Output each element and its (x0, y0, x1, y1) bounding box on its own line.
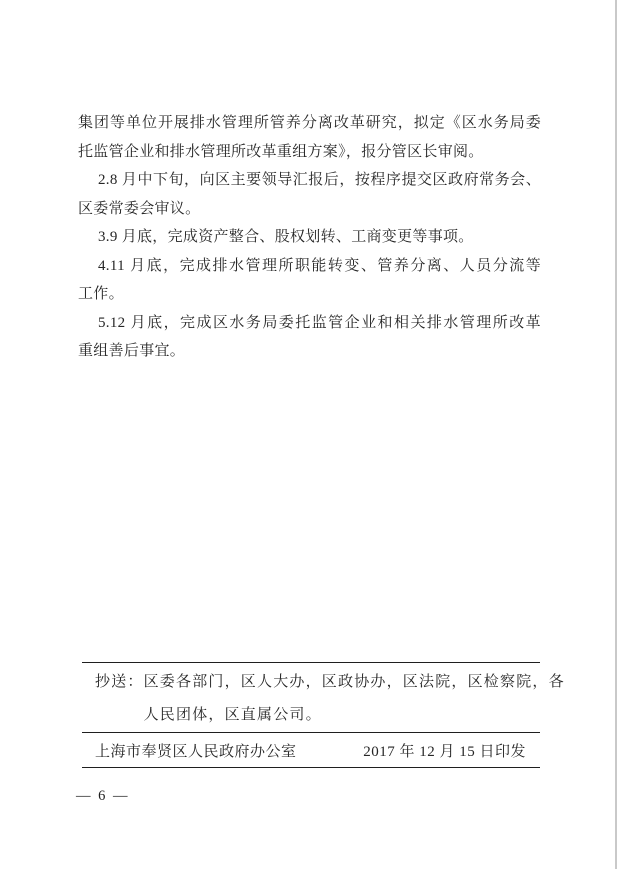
copy-to-label: 抄送： (95, 674, 144, 690)
print-date: 2017 年 12 月 15 日印发 (363, 743, 526, 760)
body-line: 集团等单位开展排水管理所管养分离改革研究，拟定《区水务局委 (78, 115, 541, 131)
body-line: 托监管企业和排水管理所改革重组方案》，报分管区长审阅。 (78, 143, 484, 160)
copy-to-recipients (144, 666, 565, 732)
copy-to-line: 人民团体，区直属公司。 (143, 707, 322, 723)
body-line: 5.12 月底，完成区水务局委托监管企业和相关排水管理所改革 (98, 314, 541, 331)
document-footer (82, 662, 565, 768)
copy-to-line: 区委各部门，区人大办，区政协办，区法院，区检察院，各 (143, 674, 565, 690)
document-body (78, 109, 541, 366)
issuer-row (82, 733, 540, 767)
body-line: 2.8 月中下旬，向区主要领导汇报后，按程序提交区政府常务会、 (98, 172, 541, 188)
scan-page-edge (615, 0, 617, 869)
body-line: 3.9 月底，完成资产整合、股权划转、工商变更等事项。 (98, 229, 474, 245)
body-line: 工作。 (78, 286, 124, 302)
issuing-office: 上海市奉贤区人民政府办公室 (95, 743, 297, 760)
body-line: 4.11 月底，完成排水管理所职能转变、管养分离、人员分流等 (98, 257, 541, 274)
body-line: 重组善后事宜。 (78, 343, 186, 359)
page-number: — 6 — (76, 788, 130, 804)
body-line: 区委常委会审议。 (78, 200, 201, 217)
copy-to-section (82, 663, 565, 733)
